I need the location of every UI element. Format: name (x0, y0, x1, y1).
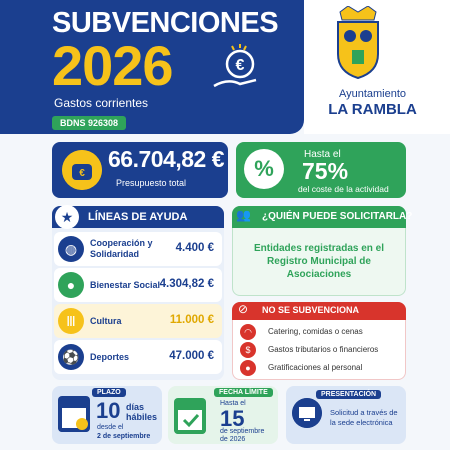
globe-icon: ◍ (58, 236, 84, 262)
line-label: Deportes (90, 352, 130, 362)
svg-text:€: € (79, 168, 85, 179)
percent-prefix: Hasta el (304, 149, 341, 160)
svg-text:€: € (235, 57, 245, 74)
year: 2026 (52, 34, 173, 97)
list-item (54, 268, 222, 302)
line-amount: 11.000 € (169, 314, 214, 326)
limite-number: 15 (220, 406, 245, 431)
plazo-from: desde el (97, 424, 124, 431)
nosub-item: Gratificaciones al personal (268, 363, 363, 372)
columns-icon: Ⅲ (58, 308, 84, 334)
coins-icon: $ (240, 342, 256, 358)
nosub-title: NO SE SUBVENCIONA (262, 305, 360, 315)
limite-prefix: Hasta el (220, 400, 246, 407)
percent-label: del coste de la actividad (298, 184, 389, 194)
percent-value: 75% (302, 158, 349, 184)
org-name-line1: Ayuntamiento (338, 88, 407, 100)
bdns-badge: BDNS 926308 (52, 116, 126, 130)
plazo-tag: PLAZO (92, 388, 126, 397)
quien-title: ¿QUIÉN PUEDE SOLICITARLA? (262, 211, 413, 222)
list-item (54, 232, 222, 266)
plazo-date: 2 de septiembre (97, 433, 151, 440)
quien-text: Entidades registradas en el Registro Municipal de Asociaciones (253, 243, 385, 280)
group-icon: 👥 (236, 208, 251, 222)
subtitle: Gastos corrientes (54, 96, 149, 110)
budget-label: Presupuesto total (116, 178, 187, 188)
coat-of-arms-icon (330, 6, 386, 82)
nosub-item: Gastos tributarios o financieros (268, 345, 379, 354)
presentacion-tag: PRESENTACIÓN (316, 390, 381, 399)
prohibited-icon: ⊘ (238, 302, 249, 316)
line-amount: 4.400 € (175, 242, 214, 254)
line-label: Cooperación y Solidaridad (90, 238, 153, 259)
person-icon: ● (240, 360, 256, 376)
people-icon: ● (58, 272, 84, 298)
nosub-item: Catering, comidas o cenas (268, 327, 363, 336)
calendar-check-icon (174, 398, 206, 434)
presentacion-text: Solicitud a través de la sede electrónica (330, 408, 398, 427)
percent-icon: % (244, 149, 284, 189)
budget-value: 66.704,82 € (108, 146, 225, 172)
limite-text: de septiembre de 2026 (220, 428, 265, 443)
line-label: Bienestar Social (90, 280, 161, 290)
plazo-number: 10 (96, 398, 121, 423)
star-icon: ★ (55, 205, 79, 229)
list-item (54, 304, 222, 338)
dish-icon: ◠ (240, 324, 256, 340)
list-item (54, 340, 222, 374)
line-amount: 4.304,82 € (159, 278, 214, 290)
line-amount: 47.000 € (169, 350, 214, 362)
monitor-icon (292, 398, 322, 428)
ball-icon: ⚽ (58, 344, 84, 370)
limite-tag: FECHA LÍMITE (214, 388, 273, 397)
org-name-line2: LA RAMBLA (328, 101, 417, 118)
purse-icon (62, 150, 102, 190)
lineas-title: LÍNEAS DE AYUDA (88, 211, 188, 223)
plazo-unit: días hábiles (126, 402, 158, 422)
page-title: SUBVENCIONES (52, 7, 279, 39)
calendar-icon (58, 396, 90, 432)
line-label: Cultura (90, 316, 122, 326)
euro-coin-hand-icon (210, 42, 264, 96)
